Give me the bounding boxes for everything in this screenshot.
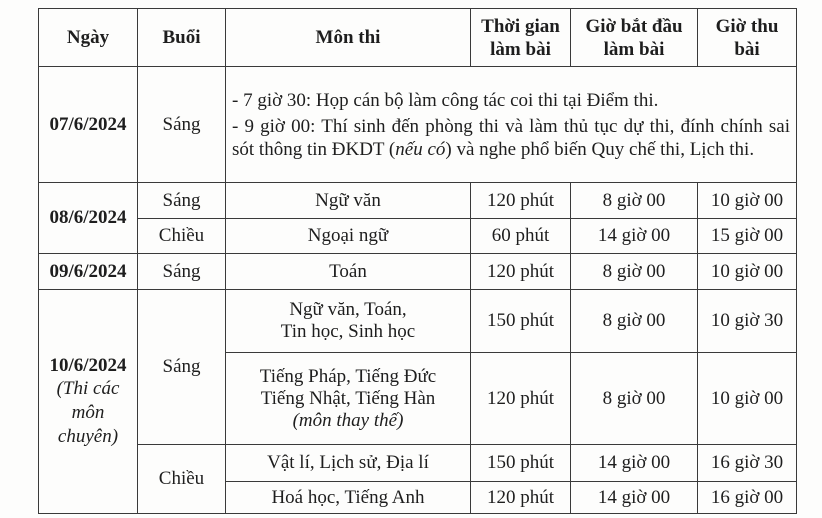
subject-line1: Ngữ văn, Toán,: [289, 299, 407, 320]
end-time-cell: 16 giờ 30: [698, 445, 797, 482]
header-start-line2: làm bài: [603, 38, 665, 60]
duration-cell: 120 phút: [471, 482, 571, 514]
start-time-cell: 8 giờ 00: [571, 353, 698, 445]
note-line-1: - 7 giờ 30: Họp cán bộ làm công tác coi thi tại Điểm thi.: [232, 89, 659, 111]
note-line-2-italic: nếu có: [395, 138, 446, 160]
session-cell: Sáng: [138, 67, 226, 183]
subject-line2: Tin học, Sinh học: [280, 321, 416, 342]
header-duration-line2: làm bài: [490, 38, 551, 60]
header-start-time: [571, 9, 698, 67]
duration-cell: 150 phút: [471, 445, 571, 482]
session-cell: Sáng: [138, 290, 226, 445]
subject-note: (môn thay thế): [292, 409, 404, 431]
header-end-time: [698, 9, 797, 67]
subject-line2: Tiếng Nhật, Tiếng Hàn: [260, 387, 436, 409]
end-time-cell: 10 giờ 30: [698, 290, 797, 353]
subject-cell: [226, 353, 471, 445]
duration-cell: 120 phút: [471, 183, 571, 219]
subject-cell: Ngoại ngữ: [226, 219, 471, 254]
table-row: [39, 445, 797, 482]
note-line-2: [232, 115, 790, 161]
date-cell: 08/6/2024: [39, 183, 138, 254]
start-time-cell: 8 giờ 00: [571, 183, 698, 219]
exam-schedule-table: [38, 8, 797, 514]
header-duration: [471, 9, 571, 67]
end-time-cell: 10 giờ 00: [698, 353, 797, 445]
header-end-line2: bài: [734, 38, 760, 60]
table-row: [39, 183, 797, 219]
duration-cell: 120 phút: [471, 353, 571, 445]
session-cell: Chiều: [138, 219, 226, 254]
date-note-line2: môn: [71, 401, 105, 423]
subject-cell: [226, 290, 471, 353]
header-session: Buổi: [138, 9, 226, 67]
table-row: [39, 67, 797, 183]
start-time-cell: 14 giờ 00: [571, 445, 698, 482]
header-start-line1: Giờ bắt đầu: [585, 15, 683, 37]
date-note-line3: chuyên): [57, 425, 119, 447]
start-time-cell: 8 giờ 00: [571, 290, 698, 353]
session-cell: Sáng: [138, 183, 226, 219]
note-line-2-pre: - 9 giờ 00: Thí sinh đến phòng thi và làm thủ tục dự thi, đính chính sai sót thông tin ĐKDT (: [232, 115, 790, 160]
end-time-cell: 10 giờ 00: [698, 183, 797, 219]
end-time-cell: 10 giờ 00: [698, 254, 797, 290]
end-time-cell: 15 giờ 00: [698, 219, 797, 254]
start-time-cell: 8 giờ 00: [571, 254, 698, 290]
subject-cell: Ngữ văn: [226, 183, 471, 219]
duration-cell: 150 phút: [471, 290, 571, 353]
header-end-line1: Giờ thu: [715, 15, 779, 37]
date-cell: [39, 290, 138, 514]
header-subject: Môn thi: [226, 9, 471, 67]
note-line-2-post: ) và nghe phổ biến Quy chế thi, Lịch thi.: [445, 138, 755, 160]
table-row: [39, 254, 797, 290]
table-row: [39, 290, 797, 353]
end-time-cell: 16 giờ 00: [698, 482, 797, 514]
start-time-cell: 14 giờ 00: [571, 482, 698, 514]
date-note-line1: (Thi các: [56, 377, 120, 399]
date-value: 10/6/2024: [49, 354, 127, 376]
session-cell: Chiều: [138, 445, 226, 514]
subject-cell: Vật lí, Lịch sử, Địa lí: [226, 445, 471, 482]
duration-cell: 120 phút: [471, 254, 571, 290]
subject-line1: Tiếng Pháp, Tiếng Đức: [259, 365, 437, 387]
date-cell: 09/6/2024: [39, 254, 138, 290]
date-cell: 07/6/2024: [39, 67, 138, 183]
header-row: [39, 9, 797, 67]
procedure-notes: [226, 67, 797, 183]
session-cell: Sáng: [138, 254, 226, 290]
table-row: [39, 219, 797, 254]
subject-cell: Hoá học, Tiếng Anh: [226, 482, 471, 514]
start-time-cell: 14 giờ 00: [571, 219, 698, 254]
subject-cell: Toán: [226, 254, 471, 290]
header-date: Ngày: [39, 9, 138, 67]
duration-cell: 60 phút: [471, 219, 571, 254]
header-duration-line1: Thời gian: [481, 15, 560, 37]
